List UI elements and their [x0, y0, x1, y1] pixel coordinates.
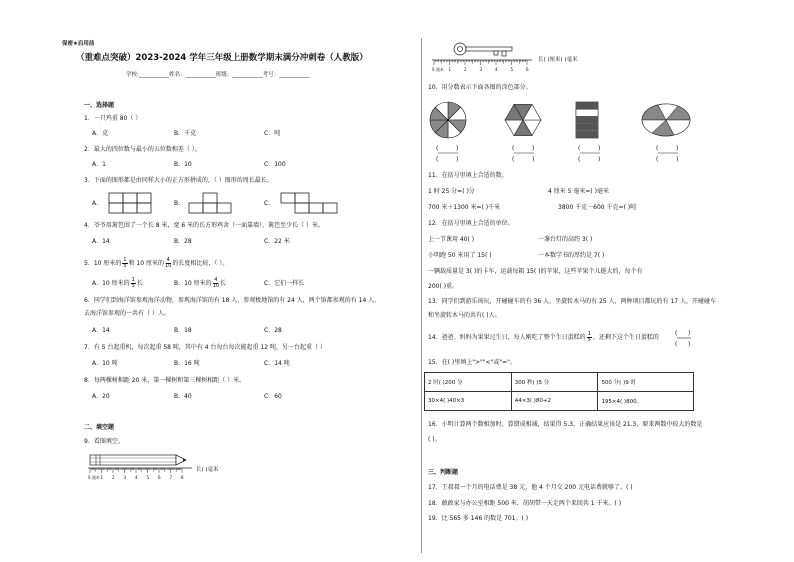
q1-option-a: A．克	[92, 130, 109, 137]
q11-line1-left: 1 时 25 分=( )分	[428, 188, 475, 195]
ruler-label: 1	[448, 67, 452, 72]
fraction-blank-3	[578, 145, 600, 163]
ruler-label: 2	[112, 475, 115, 480]
q7-option-c: C．14 吨	[264, 360, 290, 367]
question-16-line2: ( )。	[428, 436, 441, 443]
svg-text:): )	[598, 156, 601, 163]
q12-line1-right: 一盏台灯的高约 3( )	[538, 236, 593, 243]
ruler-label: 6	[158, 475, 161, 480]
question-5: 5．10 厘米的 $\frac{1}{5}$ 和 10 厘米的 $\frac{4}{10}$ 的长度相比较，（ ）。	[84, 257, 229, 269]
q6-option-b: B．18	[174, 327, 192, 334]
q12-line4: 200( )重。	[428, 283, 459, 290]
question-13: 13．同学们到游乐场玩，开碰碰车的有 36 人，坐旋转木马的有 25 人，两种项目都玩的有 17 人，开碰碰车	[428, 298, 716, 305]
table-cell[interactable]: 195×4( )800。	[598, 392, 694, 411]
q1-option-b: B．千克	[174, 130, 197, 137]
q3-option-b: B．	[174, 200, 185, 207]
q2-option-b: B．10	[174, 161, 192, 168]
q5-option-b: B．10 厘米的 $\frac{4}{10}$ 长	[174, 277, 227, 289]
q6-option-a: A．14	[92, 327, 110, 334]
question-13-line2: 和坐旋转木马的共有( )人。	[428, 312, 501, 319]
ruler-label: 1	[100, 475, 104, 480]
key-icon	[454, 43, 512, 56]
ruler-label: 3	[123, 475, 127, 480]
q3-figure-c	[280, 192, 338, 214]
section-fill-title: 二、填空题	[84, 424, 115, 431]
svg-text:(: (	[656, 145, 659, 152]
question-16: 16．小明计算两个数相加时，算错成相减，结果得 5.3，正确结果应该是 21.3，原来两数中较大的数是	[428, 421, 703, 428]
question-9: 9．看图填空。	[84, 438, 124, 445]
q5-option-c: C．它们一样长	[264, 280, 305, 287]
q8-option-b: B．40	[174, 393, 192, 400]
q8-option-c: C．60	[264, 393, 282, 400]
question-6: 6．同学们到海洋馆参观海洋动物，参观海洋馆的有 18 人，参观极地馆的有 24 人，两个馆都参观的有 14 人，	[84, 297, 381, 304]
svg-text:): )	[456, 156, 459, 163]
svg-text:): )	[532, 145, 535, 152]
q5-option-a: A．10 厘米的 $\frac{1}{5}$ 长	[92, 277, 143, 289]
question-12: 12．在括号里填上合适的单位。	[428, 220, 514, 227]
q8-option-a: A．20	[92, 393, 110, 400]
student-info-line: 学校:___________姓名：___________班级：___________考号：___________	[126, 72, 310, 78]
svg-text:): )	[676, 156, 679, 163]
q11-line2-left: 700 米＋1300 米=( )千米	[428, 204, 501, 211]
fraction-four-tenths: $\frac{4}{10}$	[165, 257, 172, 269]
q4-option-b: B．28	[174, 238, 192, 245]
fraction-shapes	[428, 100, 698, 168]
q11-line1-right: 4 厘米 5 毫米=( )毫米	[548, 188, 609, 195]
svg-text:): )	[598, 145, 601, 152]
svg-text:): )	[676, 145, 679, 152]
question-6-line2: 去海洋馆参观的一共有（ ）人。	[84, 310, 170, 317]
q4-option-c: C．22 米	[264, 238, 290, 245]
svg-text:): )	[688, 330, 691, 337]
section-choice-title: 一、选择题	[84, 102, 115, 109]
question-4: 4．爷爷用篱笆围了一个长 8 米，宽 6 米的长方形鸡舍（一面靠墙），篱笆至少长（ ）米。	[84, 222, 324, 229]
q7-option-b: B．16 吨	[174, 360, 200, 367]
svg-text:(: (	[578, 145, 581, 152]
question-18: 18．敢敢家与办公室相距 500 米，胡胡带一天走两个来回共 1 千米。( )	[428, 500, 622, 507]
hexagon-shaded-figure	[505, 104, 541, 135]
q12-line2-right: 一本数学书的厚约是 7( )	[538, 252, 605, 259]
question-8: 8．每两棵树相距 20 米，第一棵树和第三棵树相距（ ）米。	[84, 377, 246, 384]
rectangle-shaded-figure	[576, 102, 598, 138]
svg-text:(: (	[512, 156, 515, 163]
ruler2-answer: 长( )厘米( )毫米	[538, 57, 578, 63]
svg-text:(: (	[675, 330, 678, 337]
q12-line3: 一辆载质量是 3( )的卡车，运载每箱 15( )的苹果，这些苹果个儿挺大的，每个有	[428, 268, 643, 275]
ruler-label: 5	[146, 475, 150, 480]
fraction-one-fifth-cake: $\frac{1}{5}$	[587, 331, 591, 343]
fraction-one-fifth: $\frac{1}{5}$	[123, 257, 127, 269]
pencil-icon	[90, 455, 176, 465]
cake-shaded-figure	[642, 104, 690, 136]
q12-line2-left: 小明跑 50 米用了 15( )	[428, 252, 492, 259]
ruler-label: 0 厘米	[432, 67, 444, 72]
svg-text:): )	[532, 156, 535, 163]
ruler-label: 2	[464, 67, 467, 72]
question-2: 2．最大的四位数与最小的五位数相差（ ）。	[84, 146, 201, 153]
svg-text:): )	[456, 145, 459, 152]
question-19: 19．比 565 多 146 的数是 701。( )	[428, 515, 529, 522]
ruler-key-figure	[430, 40, 534, 74]
svg-text:): )	[688, 341, 691, 348]
fraction-answer-blank[interactable]	[675, 328, 693, 348]
question-3: 3．下面的图形都是由同样大小的正方形拼成的，（ ）图形的周长最长。	[84, 177, 273, 184]
q6-option-c: C．28	[264, 327, 282, 334]
question-10: 10．用分数表示下面各图的涂色部分。	[428, 84, 532, 91]
q3-figure-b	[188, 192, 232, 214]
q11-line2-right: 3800 千克－600 千克=( )吨	[558, 204, 637, 211]
question-15: 15．在( )里填上">""<"或"="。	[428, 359, 516, 366]
comparison-table	[424, 372, 694, 411]
ruler-label: 4	[135, 475, 138, 480]
ruler1-answer: 长( )毫米	[196, 467, 219, 473]
ruler-label: 8	[181, 475, 184, 480]
q3-figure-a	[108, 192, 152, 214]
secret-label: 保密★启用前	[62, 41, 95, 47]
section-judge-title: 三、判断题	[428, 469, 459, 476]
svg-text:(: (	[578, 156, 581, 163]
question-17: 17．王叔叔一个月的电话费是 38 元，他 4 个月交 200 元电话费就够了。( )	[428, 484, 633, 491]
ruler-label: 0 厘米	[88, 475, 100, 480]
q7-option-a: A．10 吨	[92, 360, 118, 367]
fraction-blank-1	[436, 145, 458, 163]
q4-option-a: A．14	[92, 238, 110, 245]
ruler-label: 6	[526, 67, 529, 72]
question-14: 14．爸爸、妈妈为果果过生日，每人刚吃了整个生日蛋糕的 $\frac{1}{5}$ ，还剩下这个生日蛋糕的	[428, 331, 659, 343]
column-divider	[421, 38, 422, 553]
table-row	[425, 373, 694, 392]
ruler-label: 4	[495, 67, 498, 72]
ruler-label: 7	[169, 475, 173, 480]
svg-text:(: (	[436, 156, 439, 163]
q2-option-a: A．1	[92, 161, 106, 168]
table-row	[425, 392, 694, 411]
ruler-label: 5	[510, 67, 514, 72]
q3-option-a: A．	[92, 200, 103, 207]
ruler-label: 3	[479, 67, 483, 72]
q3-option-c: C．	[264, 200, 275, 207]
q2-option-c: C．100	[264, 161, 286, 168]
q12-line1-left: 上一节课用 40( )	[428, 236, 475, 243]
ruler-pencil-figure	[86, 452, 194, 486]
table-cell[interactable]: 500 分( )9 时	[598, 373, 694, 392]
exam-title: （重难点突破）2023-2024 学年三年级上册数学期末满分冲刺卷（人教版）	[76, 53, 368, 63]
svg-text:(: (	[512, 145, 515, 152]
fraction-blank-2	[512, 145, 534, 163]
question-7: 7．有 5 台起重机，每次起重 58 吨，其中有 4 台每台每次能起重 12 吨，另一台起重（ ）	[84, 344, 326, 351]
q1-option-c: C．吨	[264, 130, 281, 137]
circle-shaded-figure	[430, 102, 466, 138]
fraction-blank-4	[656, 145, 678, 163]
svg-text:(: (	[675, 341, 678, 348]
table-cell[interactable]: 30×4( )40×3	[425, 392, 512, 411]
question-1: 1．一只鸡重 80（ ）	[84, 115, 142, 122]
svg-text:(: (	[436, 145, 439, 152]
table-cell[interactable]: 44×3( )80+2	[511, 392, 598, 411]
table-cell[interactable]: 300 秒( )5 分	[511, 373, 598, 392]
question-11: 11．在括号里填上合适的数。	[428, 172, 508, 179]
svg-text:(: (	[656, 156, 659, 163]
table-cell[interactable]: 2 时( )200 分	[425, 373, 512, 392]
